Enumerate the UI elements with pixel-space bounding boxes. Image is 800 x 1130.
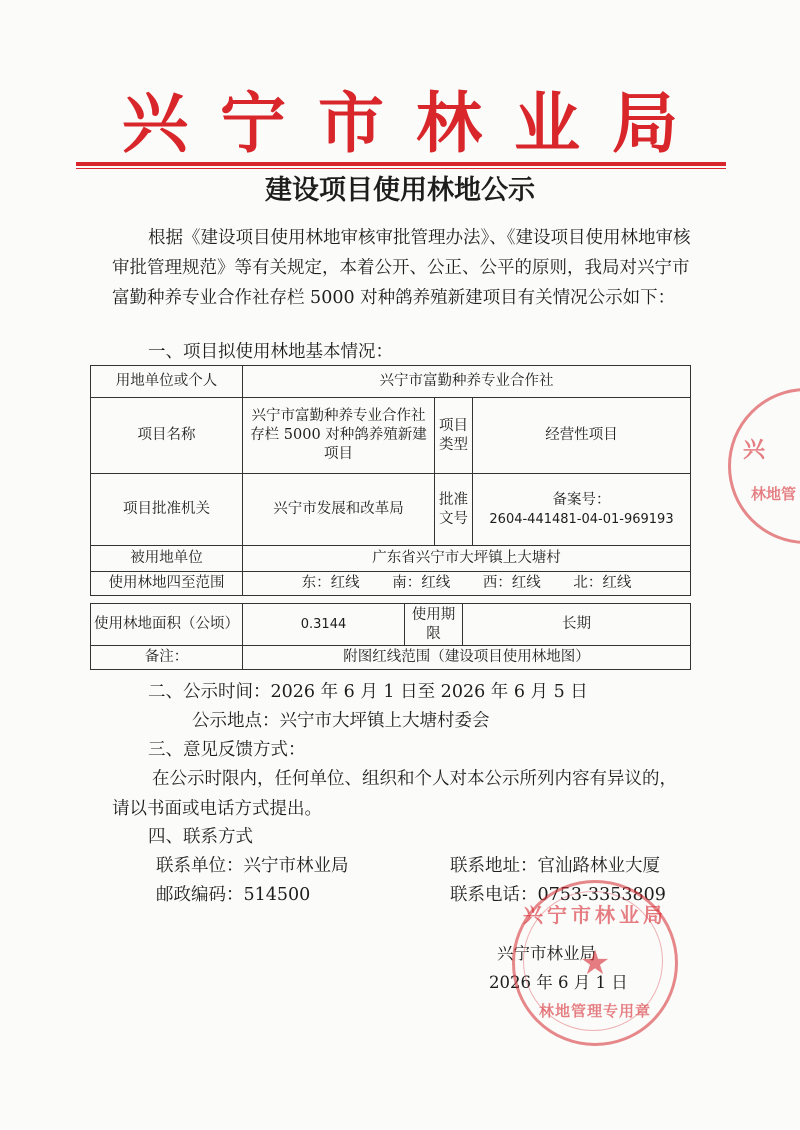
table-row bbox=[91, 366, 691, 398]
table-value-cell: 兴宁市发展和改革局 bbox=[243, 474, 435, 546]
intro-paragraph: 根据《建设项目使用林地审核审批管理办法》、《建设项目使用林地审核审批管理规范》等有关规定，本着公开、公正、公平的原则，我局对兴宁市富勤种养专业合作社存栏 5000 对种鸽养殖新建项目有关情况公示如下： bbox=[112, 228, 691, 308]
table-row bbox=[91, 398, 691, 474]
publicity-location: 公示地点：兴宁市大坪镇上大塘村委会 bbox=[192, 711, 490, 731]
table-value-cell: 附图红线范围（建设项目使用林地图） bbox=[243, 646, 691, 670]
land-use-info-table bbox=[90, 365, 691, 596]
table-value-cell: 兴宁市富勤种养专业合作社 bbox=[243, 366, 691, 398]
table-label-cell: 被用地单位 bbox=[91, 546, 243, 572]
signature-date: 2026 年 6 月 1 日 bbox=[489, 973, 628, 992]
table-row bbox=[91, 572, 691, 596]
org-header-title: 兴宁市林业局 bbox=[122, 84, 710, 162]
section-4-heading: 四、联系方式 bbox=[148, 827, 253, 847]
document-title: 建设项目使用林地公示 bbox=[265, 175, 535, 206]
table-value-cell: 广东省兴宁市大坪镇上大塘村 bbox=[243, 546, 691, 572]
contact-address: 联系地址：官汕路林业大厦 bbox=[450, 856, 660, 876]
table-row bbox=[91, 604, 691, 646]
signature-org: 兴宁市林业局 bbox=[497, 944, 596, 963]
contact-postcode: 邮政编码：514500 bbox=[156, 885, 311, 905]
table-row bbox=[91, 546, 691, 572]
side-seal-stamp bbox=[728, 388, 800, 544]
table-row bbox=[91, 646, 691, 670]
table-value-cell bbox=[473, 474, 691, 546]
seal-bottom-text: 林地管理专用章 bbox=[538, 1002, 651, 1020]
boundary-south: 南：红线 bbox=[392, 575, 451, 591]
table-label-cell: 用地单位或个人 bbox=[91, 366, 243, 398]
table-label-cell: 项目类型 bbox=[435, 398, 473, 474]
section-2-heading: 二、公示时间：2026 年 6 月 1 日至 2026 年 6 月 5 日 bbox=[148, 682, 588, 702]
table-value-cell: 经营性项目 bbox=[473, 398, 691, 474]
contact-unit: 联系单位：兴宁市林业局 bbox=[156, 856, 349, 876]
boundary-cell bbox=[243, 572, 691, 596]
table-label-cell: 项目名称 bbox=[91, 398, 243, 474]
table-label-cell: 项目批准机关 bbox=[91, 474, 243, 546]
table-label-cell: 备注： bbox=[91, 646, 243, 670]
table-row bbox=[91, 474, 691, 546]
boundary-north: 北：红线 bbox=[573, 575, 632, 591]
boundary-west: 西：红线 bbox=[482, 575, 541, 591]
section-1-heading: 一、项目拟使用林地基本情况： bbox=[148, 342, 393, 362]
seal-top-text: 兴宁市林业局 bbox=[523, 903, 667, 927]
table-label-cell: 批准文号 bbox=[435, 474, 473, 546]
approval-doc-value-line-1: 备案号： bbox=[552, 491, 611, 508]
land-use-info-table-lower bbox=[90, 603, 691, 670]
header-red-rule-thin bbox=[76, 168, 726, 169]
section-3-heading: 三、意见反馈方式： bbox=[148, 740, 306, 760]
table-value-cell: 0.3144 bbox=[243, 604, 405, 646]
boundary-east: 东：红线 bbox=[301, 575, 360, 591]
seal-star-icon: ★ bbox=[579, 943, 611, 983]
side-seal-text: 林地管 bbox=[751, 485, 797, 503]
table-label-cell: 使用林地面积（公顷） bbox=[91, 604, 243, 646]
feedback-paragraph: 在公示时限内，任何单位、组织和个人对本公示所列内容有异议的，请以书面或电话方式提出。 bbox=[112, 769, 677, 819]
side-seal-top-text: 兴 bbox=[743, 438, 766, 463]
table-label-cell: 使用林地四至范围 bbox=[91, 572, 243, 596]
table-value-cell: 兴宁市富勤种养专业合作社存栏 5000 对种鸽养殖新建项目 bbox=[243, 398, 435, 474]
table-value-cell: 长期 bbox=[463, 604, 691, 646]
contact-phone: 联系电话：0753-3353809 bbox=[450, 885, 666, 905]
table-label-cell: 使用期限 bbox=[405, 604, 463, 646]
approval-doc-value-line-2: 2604-441481-04-01-969193 bbox=[489, 511, 674, 527]
header-red-rule-thick bbox=[76, 162, 726, 166]
